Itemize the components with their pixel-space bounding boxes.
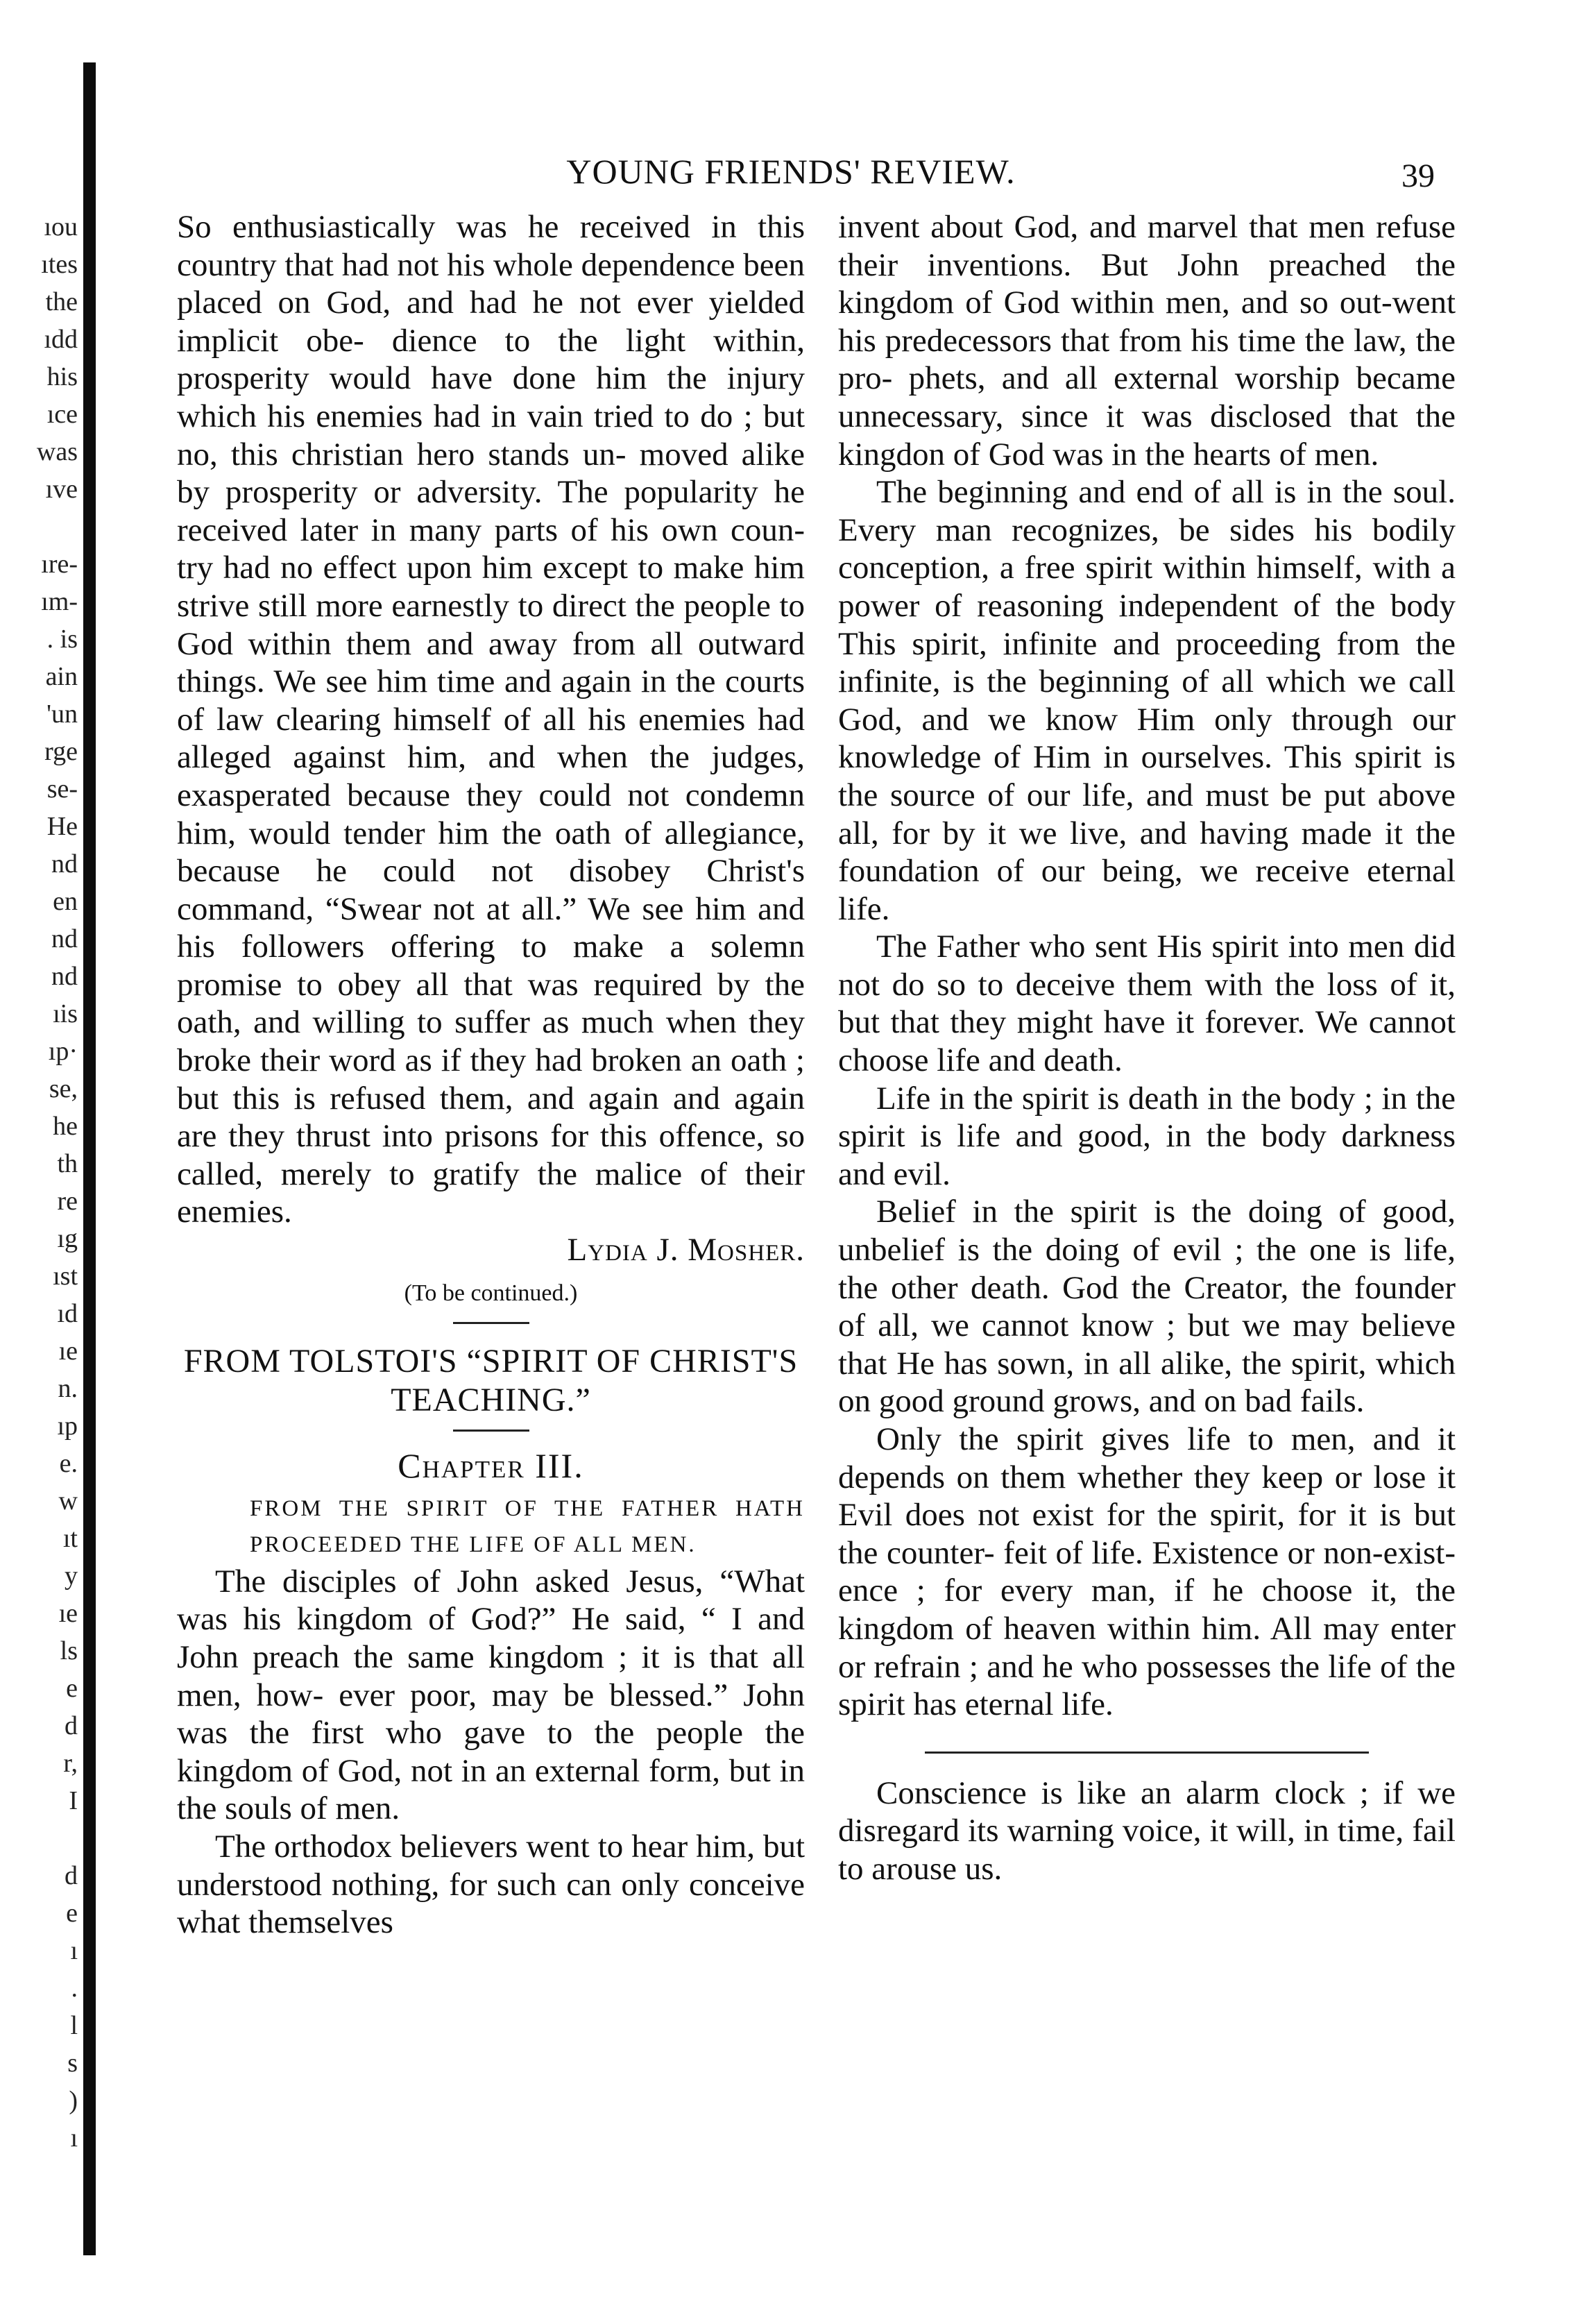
divider — [453, 1322, 529, 1324]
paragraph: Life in the spirit is death in the body ; in the spirit is life and good, in the body darkness and evil. — [838, 1080, 1456, 1192]
author-signature: Lydia J. Mosher. — [567, 1232, 805, 1269]
divider — [925, 1752, 1369, 1754]
paragraph: The orthodox believers went to hear him, but understood nothing, for such can only conceive what themselves — [177, 1828, 805, 1941]
page-number: 39 — [1401, 158, 1435, 194]
paragraph: The beginning and end of all is in the soul. Every man recognizes, be sides his bodily conception, a free spirit within himself, with a power of reasoning independent of the body This spirit, infinite and proceeding from the infinite, is the beginning of all which we call God, and we know Him only through our knowledge of Him in ourselves. This spirit is the source of our life, and must be put above all, for by it we live, and having made it the foundation of our being, we receive eternal life. — [838, 474, 1456, 927]
running-title: YOUNG FRIENDS' REVIEW. — [566, 152, 1016, 191]
right-column — [838, 208, 1456, 1888]
article-title: FROM TOLSTOI'S “SPIRIT OF CHRIST'S TEACHING.” — [183, 1343, 799, 1419]
paragraph: Belief in the spirit is the doing of good, unbelief is the doing of evil ; the one is life, the other death. God the Creator, the founder of all, we cannot know ; but we may believe that He has sown, in all alike, the spirit, which on good ground grows, and on bad fails. — [838, 1194, 1456, 1420]
left-column — [177, 208, 805, 1942]
adjacent-page-fragments: ıou ıtes the ıdd his ıce was ıve ıre- ım- . is ain 'un rge se- He nd en nd nd ıis ıp· se, he th re ıg ıst ıd ıe n. ıp e. w ıt y ıe ls e d r, I d e ı . l s ) ı — [36, 212, 78, 2153]
paragraph: So enthusiastically was he received in this country that had not his whole dependence been placed on God, and had he not ever yielded implicit obe- dience to the light within, prosperity would have done him the injury which his enemies had in vain tried to do ; but no, this christian hero stands un- moved alike by prosperity or adversity. The popularity he received later in many parts of his own coun- try had no effect upon him except to make him strive still more earnestly to direct the people to God within them and away from all outward things. We see him time and again in the courts of law clearing himself of all his enemies had alleged against him, and when the judges, exasperated because they could not condemn him, would tender him the oath of allegiance, because he could not disobey Christ's command, “Swear not at all.” We see him and his followers offering to make a solemn promise to obey all that was required by the oath, and willing to suffer as much when they broke their word as if they had broken an oath ; but this is refused them, and again and again are they thrust into prisons for this offence, so called, merely to gratify the malice of their enemies. — [177, 209, 805, 1230]
paragraph: The disciples of John asked Jesus, “What was his kingdom of God?” He said, “ I and John preach the same kingdom ; it is that all men, how- ever poor, may be blessed.” John was the first who gave to the people the kingdom of God, not in an external form, but in the souls of men. — [177, 1563, 805, 1827]
paragraph: invent about God, and marvel that men refuse their inventions. But John preached the kingdom of God within men, and so out-went his predecessors that from his time the law, the pro- phets, and all external worship became unnecessary, since it was disclosed that the kingdon of God was in the hearts of men. — [838, 209, 1456, 473]
binding-shadow — [83, 62, 96, 2255]
chapter-heading: Chapter III. — [398, 1446, 584, 1486]
continued-note: (To be continued.) — [404, 1280, 578, 1306]
paragraph: Only the spirit gives life to men, and it depends on them whether they keep or lose it Evil does not exist for the spirit, for it is but the counter- feit of life. Existence or non-exist- ence ; for every man, if he choose it, the kingdom of heaven within him. All may enter or refrain ; and he who possesses the life of the spirit has eternal life. — [838, 1421, 1456, 1723]
filler-quote: Conscience is like an alarm clock ; if we disregard its warning voice, it will, in time, fail to arouse us. — [838, 1774, 1456, 1887]
paragraph: The Father who sent His spirit into men did not do so to deceive them with the loss of it, but that they might have it forever. We cannot choose life and death. — [838, 928, 1456, 1079]
chapter-subheading: FROM THE SPIRIT OF THE FATHER HATH PROCEEDED THE LIFE OF ALL MEN. — [250, 1495, 805, 1557]
divider — [453, 1430, 529, 1432]
